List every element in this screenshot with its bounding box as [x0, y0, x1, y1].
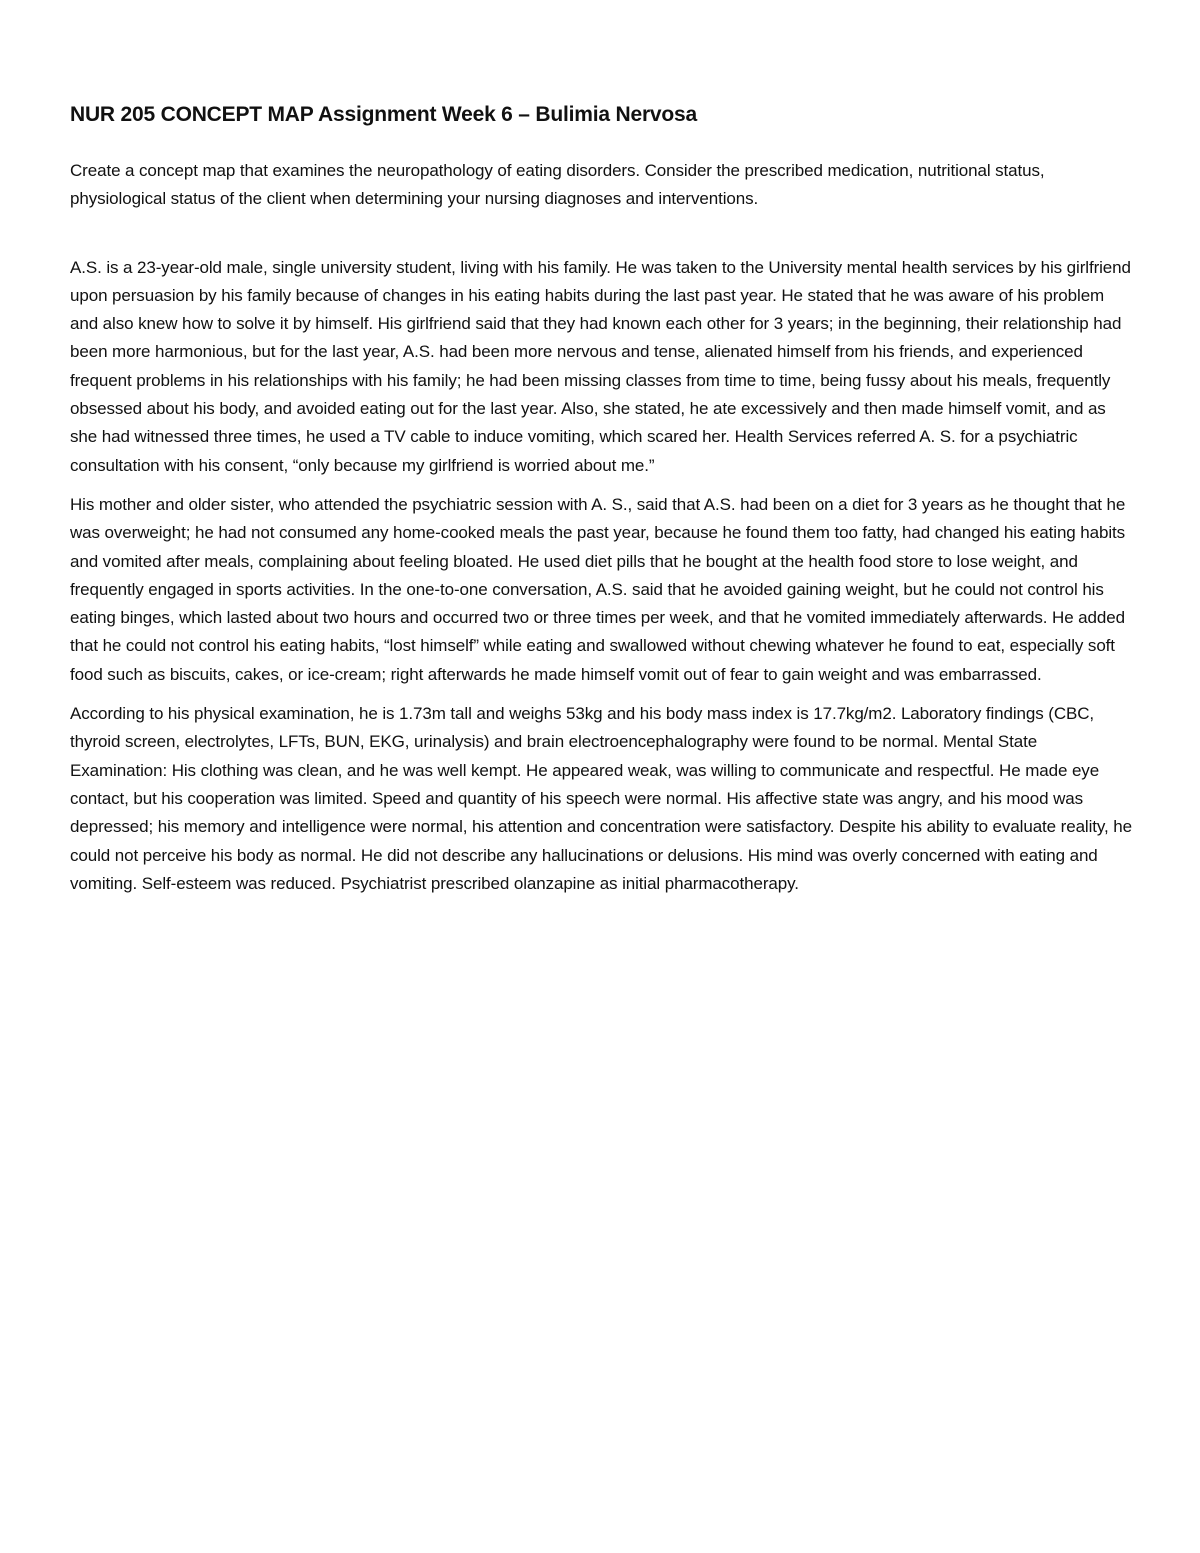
document-title: NUR 205 CONCEPT MAP Assignment Week 6 – Bulimia Nervosa	[70, 103, 697, 126]
case-paragraph-background: A.S. is a 23-year-old male, single university student, living with his family. He was taken to the University mental health services by his girlfriend upon persuasion by his family because of changes in his eating habits during the last past year. He stated that he was aware of his problem and also knew how to solve it by himself. His girlfriend said that they had known each other for 3 years; in the beginning, their relationship had been more harmonious, but for the last year, A.S. had been more nervous and tense, alienated himself from his friends, and experienced frequent problems in his relationships with his family; he had been missing classes from time to time, being fussy about his meals, frequently obsessed about his body, and avoided eating out for the last year. Also, she stated, he ate excessively and then made himself vomit, and as she had witnessed three times, he used a TV cable to induce vomiting, which scared her. Health Services referred A. S. for a psychiatric consultation with his consent, “only because my girlfriend is worried about me.”	[70, 257, 1131, 475]
assignment-instructions: Create a concept map that examines the neuropathology of eating disorders. Consider the prescribed medication, nutritional status, physiological status of the client when determining your nursing diagnoses and interventions.	[70, 161, 1045, 209]
document-body	[70, 100, 1132, 909]
case-paragraph-family-report: His mother and older sister, who attended the psychiatric session with A. S., said that A.S. had been on a diet for 3 years as he thought that he was overweight; he had not consumed any home-cooked meals the past year, because he found them too fatty, had changed his eating habits and vomited after meals, complaining about feeling bloated. He used diet pills that he bought at the health food store to lose weight, and frequently engaged in sports activities. In the one-to-one conversation, A.S. said that he avoided gaining weight, but he could not control his eating binges, which lasted about two hours and occurred two or three times per week, and that he vomited immediately afterwards. He added that he could not control his eating habits, “lost himself” while eating and swallowed without chewing whatever he found to eat, especially soft food such as biscuits, cakes, or ice-cream; right afterwards he made himself vomit out of fear to gain weight and was embarrassed.	[70, 494, 1126, 684]
case-paragraph-examination: According to his physical examination, he is 1.73m tall and weighs 53kg and his body mass index is 17.7kg/m2. Laboratory findings (CBC, thyroid screen, electrolytes, LFTs, BUN, EKG, urinalysis) and brain electroencephalography were found to be normal. Mental State Examination: His clothing was clean, and he was well kempt. He appeared weak, was willing to communicate and respectful. He made eye contact, but his cooperation was limited. Speed and quantity of his speech were normal. His affective state was angry, and his mood was depressed; his memory and intelligence were normal, his attention and concentration were satisfactory. Despite his ability to evaluate reality, he could not perceive his body as normal. He did not describe any hallucinations or delusions. His mind was overly concerned with eating and vomiting. Self-esteem was reduced. Psychiatrist prescribed olanzapine as initial pharmacotherapy.	[70, 704, 1132, 893]
